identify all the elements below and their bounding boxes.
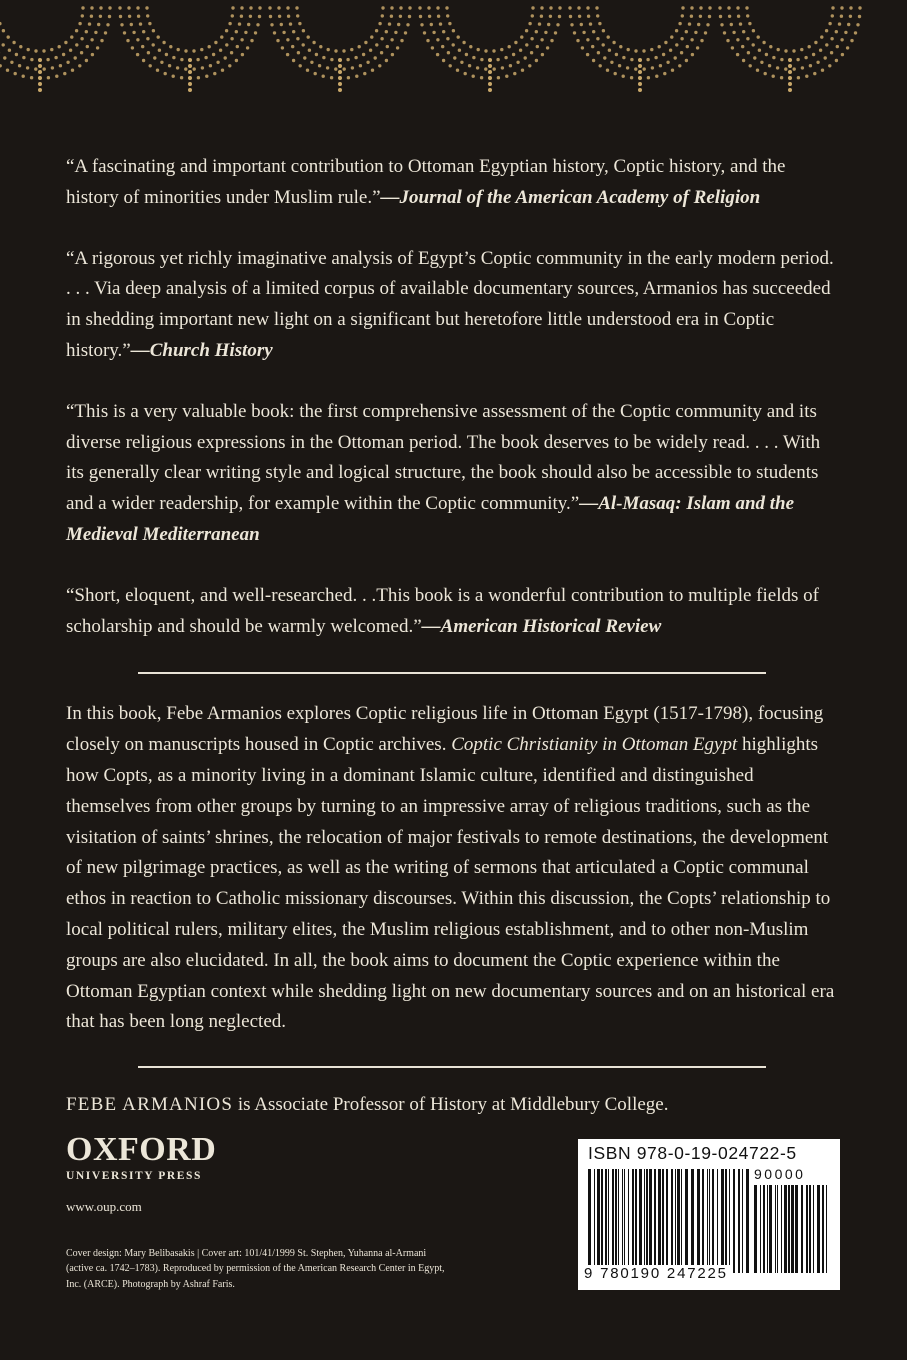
price-code: 90000 xyxy=(754,1166,806,1182)
publisher-website: www.oup.com xyxy=(66,1199,142,1214)
description-text: highlights how Copts, as a minority living in a dominant Islamic culture, identified and distinguished themselves from other groups by turning to an impressive array of religious traditions, such as the visitation of saints’ shrines, the relocation of major festivals to remote destinations, the development of new pilgrimage practices, as well as the writing of sermons that articulated a Coptic communal ethos in reaction to Catholic missionary discourses. Within this discussion, the Copts’ relationship to local political rulers, military elites, the Muslim religious establishment, and to other non-Muslim groups are also elucidated. In all, the book aims to document the Coptic experience within the Ottoman Egyptian context while shedding light on new documentary sources and on an historical era that has been long neglected. xyxy=(66,734,835,1033)
blurb-3 xyxy=(66,397,841,551)
divider-rule xyxy=(138,672,766,674)
blurb-4 xyxy=(66,581,841,643)
cover-credits: Cover design: Mary Belibasakis | Cover art: 101/41/1999 St. Stephen, Yuhanna al-Armani (active ca. 1742–1783). Reproduced by permission of the American Research Center in Egypt, Inc. (ARCE). Photograph by Ashraf Faris. xyxy=(66,1248,445,1290)
blurb-quote: “Short, eloquent, and well-researched. . .This book is a wonderful contribution to multiple fields of scholarship and should be warmly welcomed.” xyxy=(66,584,819,637)
blurb-2 xyxy=(66,244,841,367)
ean-digits: 9 780190 247225 xyxy=(584,1265,728,1282)
author-bio-text: is Associate Professor of History at Middlebury College. xyxy=(233,1094,669,1116)
addon-barcode-bars xyxy=(754,1185,830,1273)
isbn-barcode xyxy=(578,1139,840,1290)
blurb-1 xyxy=(66,152,841,214)
blurb-source: —Church History xyxy=(130,339,273,361)
book-description xyxy=(66,699,841,1038)
blurb-quote: “This is a very valuable book: the first comprehensive assessment of the Coptic community and its diverse religious expressions in the Ottoman period. The book deserves to be widely read. . . . With its generally clear writing style and logical structure, the book should also be accessible to students and a wider readership, for example within the Coptic community.” xyxy=(66,400,821,515)
back-cover-text xyxy=(66,152,841,1139)
blurb-quote: “A rigorous yet richly imaginative analysis of Egypt’s Coptic community in the early modern period. . . . Via deep analysis of a limited corpus of available documentary sources, Armanios has succeeded in shedding important new light on a significant but heretofore little understood era in Coptic history.” xyxy=(66,247,834,361)
publisher-logo xyxy=(66,1133,226,1182)
author-bio xyxy=(66,1090,841,1120)
ean-barcode-bars xyxy=(588,1169,752,1273)
isbn-label: ISBN 978-0-19-024722-5 xyxy=(588,1143,797,1163)
blurb-source: —American Historical Review xyxy=(421,615,662,637)
author-name: FEBE ARMANIOS xyxy=(66,1094,234,1116)
publisher-subtitle: UNIVERSITY PRESS xyxy=(66,1170,203,1182)
blurb-source: —Al-Masaq: Islam and the Medieval Mediterranean xyxy=(66,493,795,545)
blurb-source: —Journal of the American Academy of Religion xyxy=(380,186,761,208)
ornamental-header xyxy=(0,0,907,100)
blurb-quote: “A fascinating and important contribution to Ottoman Egyptian history, Coptic history, and the history of minorities under Muslim rule.” xyxy=(66,156,786,208)
book-title: Coptic Christianity in Ottoman Egypt xyxy=(451,734,738,756)
description-text: In this book, Febe Armanios explores Coptic religious life in Ottoman Egypt (1517-1798), focusing closely on manuscripts housed in Coptic archives. xyxy=(66,703,824,756)
dotted-arch-pattern xyxy=(0,6,862,92)
publisher-name: OXFORD xyxy=(66,1131,217,1168)
divider-rule xyxy=(138,1066,766,1068)
